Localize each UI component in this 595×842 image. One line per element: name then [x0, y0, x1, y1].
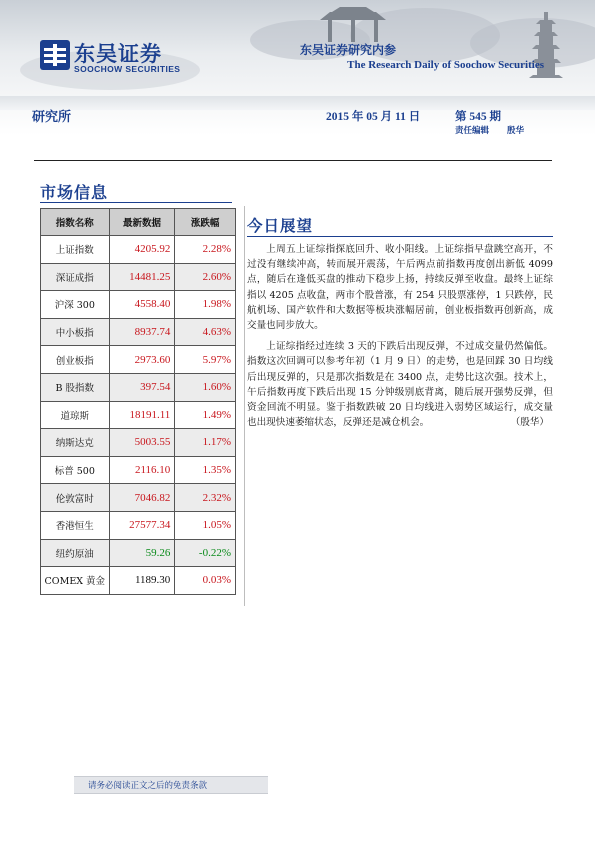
index-name: 道琼斯 [41, 401, 110, 429]
lake-strip [0, 96, 595, 110]
index-value: 4205.92 [109, 236, 175, 264]
outlook-section-title: 今日展望 [247, 217, 314, 235]
index-name: 香港恒生 [41, 511, 110, 539]
table-row [41, 373, 236, 401]
table-row [41, 236, 236, 264]
index-value: 4558.40 [109, 291, 175, 319]
disclaimer-link[interactable]: 请务必阅读正文之后的免责条款 [74, 776, 268, 794]
table-row [41, 318, 236, 346]
index-value: 2116.10 [109, 456, 175, 484]
market-table-header [41, 209, 236, 236]
publication-title-en: The Research Daily of Soochow Securities [347, 59, 544, 71]
header-latest: 最新数据 [109, 209, 175, 236]
index-change: -0.22% [175, 539, 236, 567]
article-paragraph: 上证综指经过连续 3 天的下跌后出现反弹，不过成交量仍然偏低。指数这次回调可以参考年初（1 月 9 日）的走势，也是回踩 30 日均线后出现反弹的，只是那次指数是在 3400 点，走势比这次强。技术上，午后指数再度下跌后出现 15 分钟级别底背离，随后展开强势反弹，但资金回流不明显。鉴于指数跌破 20 日均线进入弱势区域运行，成交量也出现快速萎缩状态，反弹还是减仓机会。 [247, 341, 553, 429]
header-change: 涨跌幅 [175, 209, 236, 236]
table-row [41, 401, 236, 429]
table-row [41, 291, 236, 319]
index-name: 上证指数 [41, 236, 110, 264]
index-change: 1.35% [175, 456, 236, 484]
index-change: 2.28% [175, 236, 236, 264]
index-change: 1.05% [175, 511, 236, 539]
article-signature: （殷华） [510, 417, 549, 429]
index-value: 1189.30 [109, 567, 175, 595]
index-change: 2.60% [175, 263, 236, 291]
index-value: 397.54 [109, 373, 175, 401]
publication-title-cn: 东吴证券研究内参 [300, 43, 397, 57]
table-row [41, 539, 236, 567]
table-row [41, 429, 236, 457]
index-change: 5.97% [175, 346, 236, 374]
table-row [41, 263, 236, 291]
column-divider [244, 206, 245, 606]
index-name: 沪深 300 [41, 291, 110, 319]
index-value: 18191.11 [109, 401, 175, 429]
index-change: 1.49% [175, 401, 236, 429]
index-value: 27577.34 [109, 511, 175, 539]
index-name: 纳斯达克 [41, 429, 110, 457]
index-change: 1.98% [175, 291, 236, 319]
editor-line [455, 124, 524, 136]
logo-text-en: SOOCHOW SECURITIES [74, 64, 181, 74]
index-name: 标普 500 [41, 456, 110, 484]
logo-text-cn: 东吴证券 [74, 42, 162, 66]
index-value: 59.26 [109, 539, 175, 567]
market-section-title: 市场信息 [40, 183, 109, 202]
index-change: 1.17% [175, 429, 236, 457]
index-value: 7046.82 [109, 484, 175, 512]
outlook-article [247, 242, 553, 431]
index-name: 中小板指 [41, 318, 110, 346]
index-change: 1.60% [175, 373, 236, 401]
index-value: 2973.60 [109, 346, 175, 374]
issue-date: 2015 年 05 月 11 日 [326, 111, 421, 123]
header-divider [34, 160, 552, 161]
index-name: 伦敦富时 [41, 484, 110, 512]
index-value: 14481.25 [109, 263, 175, 291]
index-name: COMEX 黄金 [41, 567, 110, 595]
market-table [40, 208, 236, 595]
index-value: 8937.74 [109, 318, 175, 346]
department-label: 研究所 [32, 110, 72, 125]
issue-number: 第 545 期 [455, 111, 501, 123]
outlook-section-rule [247, 236, 553, 237]
article-paragraph: 上周五上证综指探底回升、收小阳线。上证综指早盘跳空高开，不过没有继续冲高，转而展开震荡，午后两点前指数再度创出新低 4099 点，随后在逢低买盘的推动下稳步上扬，持续反弹至收盘。最终上证综指以 4205 点收盘，两市个股普涨，有 254 只股票涨停，1 只跌停，民航机场、国产软件和大数据等板块涨幅居前，创业板指数再创新高，成交量也同步放大。 [247, 244, 553, 332]
table-row [41, 456, 236, 484]
pagoda-icon [528, 10, 564, 90]
index-change: 4.63% [175, 318, 236, 346]
editor-label: 责任编辑 [455, 126, 490, 136]
logo-mark-icon [40, 40, 70, 70]
table-row [41, 346, 236, 374]
table-row [41, 511, 236, 539]
index-change: 0.03% [175, 567, 236, 595]
editor-name: 殷华 [507, 126, 525, 136]
index-name: 创业板指 [41, 346, 110, 374]
header-index-name: 指数名称 [41, 209, 110, 236]
pavilion-icon [318, 6, 388, 46]
index-change: 2.32% [175, 484, 236, 512]
index-name: B 股指数 [41, 373, 110, 401]
index-name: 深证成指 [41, 263, 110, 291]
table-row [41, 567, 236, 595]
table-row [41, 484, 236, 512]
index-value: 5003.55 [109, 429, 175, 457]
company-logo [40, 38, 190, 78]
market-section-rule [40, 202, 232, 203]
index-name: 纽约原油 [41, 539, 110, 567]
